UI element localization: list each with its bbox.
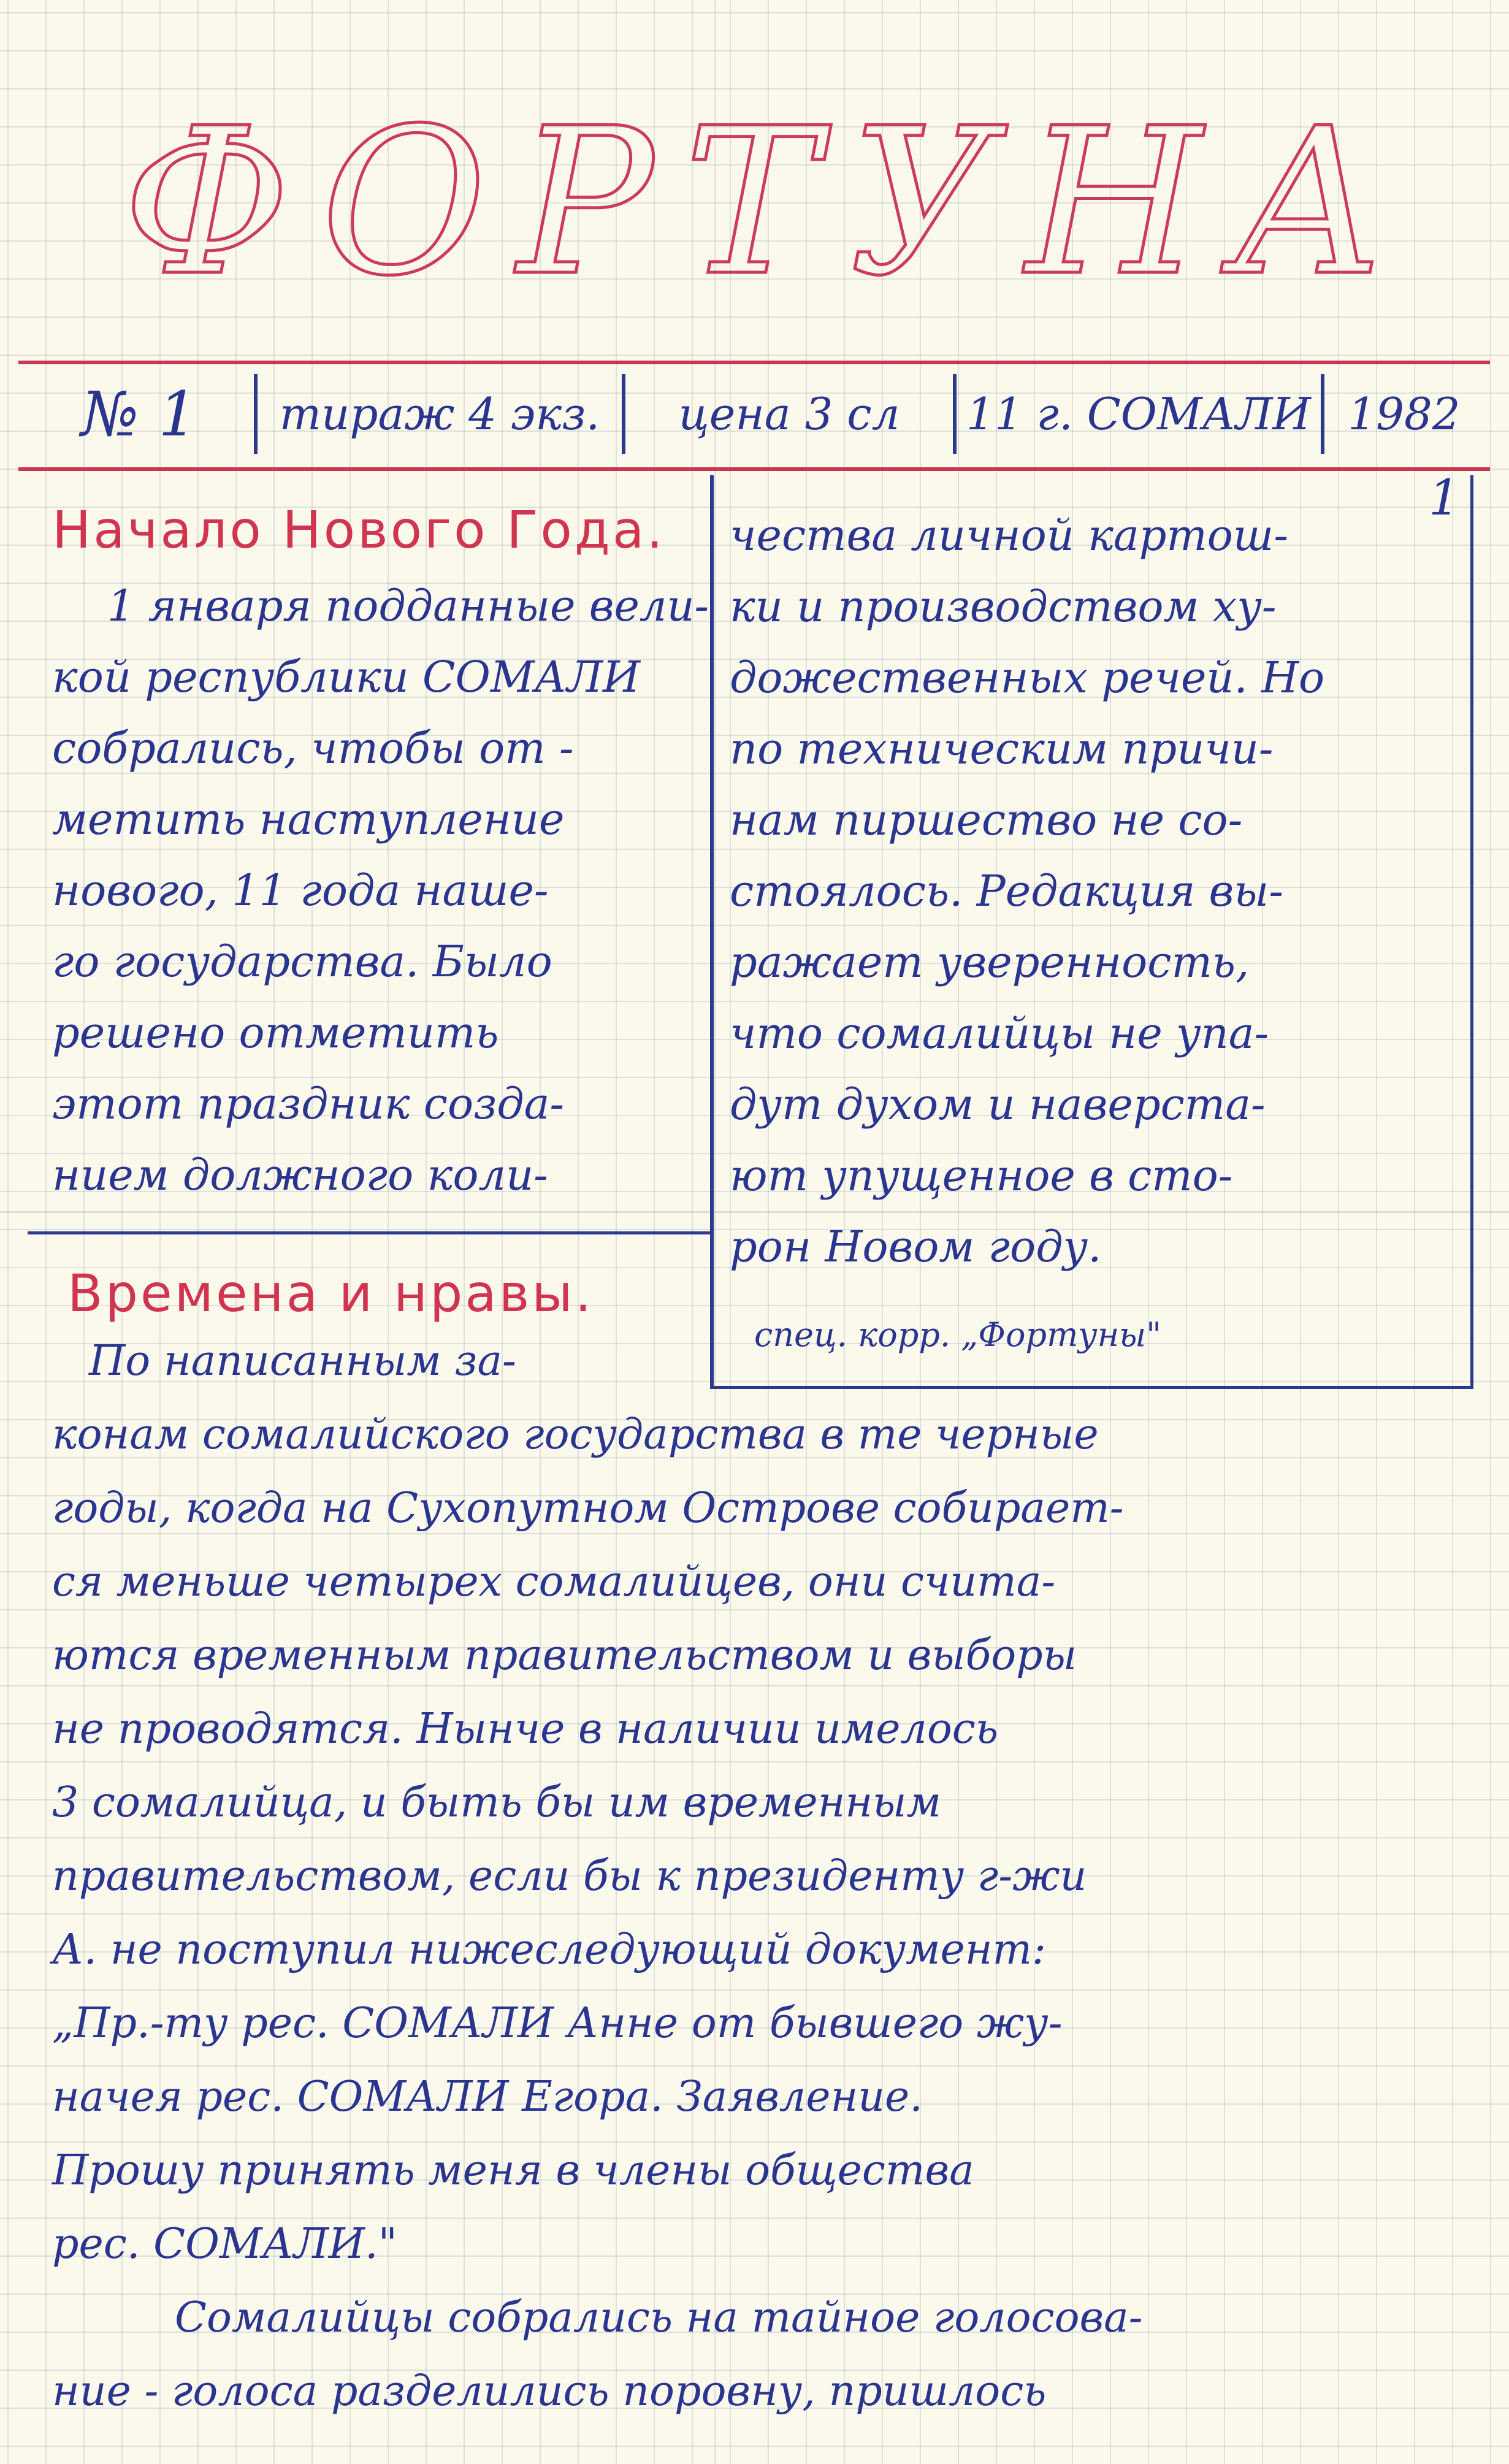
right-column-edge xyxy=(1470,475,1473,1389)
article-line: годы, когда на Сухопутном Острове собирает- xyxy=(52,1484,1124,1532)
article-line: чества личной картош- xyxy=(730,510,1288,561)
article-line: ние - голоса разделились поровну, пришлось xyxy=(52,2367,1047,2416)
price: цена 3 сл xyxy=(625,374,957,454)
issue-number: № 1 xyxy=(25,374,258,454)
article-line: этот праздник созда- xyxy=(52,1079,565,1129)
article-line: рон Новом году. xyxy=(730,1222,1102,1272)
article-line: метить наступление xyxy=(52,794,565,844)
article2-title: Времена и нравы. xyxy=(67,1263,594,1323)
article-line: что сомалийцы не упа- xyxy=(730,1008,1269,1058)
article-line: ют упущенное в сто- xyxy=(730,1150,1233,1201)
article-line: стоялось. Редакция вы- xyxy=(730,866,1283,916)
article-line: „Пр.-ту рес. СОМАЛИ Анне от бывшего жу- xyxy=(52,1999,1063,2048)
article-line: кой республики СОМАЛИ xyxy=(52,652,641,702)
article-line: ся меньше четырех сомалийцев, они счита- xyxy=(52,1558,1056,1606)
left-column-divider xyxy=(28,1231,712,1234)
page-number: 1 xyxy=(1429,469,1460,526)
article-line: 1 января подданные вели- xyxy=(107,581,709,631)
article-line: правительством, если бы к президенту г-жи xyxy=(52,1852,1087,1900)
article-line: начея рес. СОМАЛИ Егора. Заявление. xyxy=(52,2073,923,2121)
article-line: решено отметить xyxy=(52,1008,499,1058)
info-divider-line xyxy=(18,467,1490,471)
masthead-letter: Р xyxy=(517,85,654,320)
article-line: дожественных речей. Но xyxy=(730,652,1325,703)
article-line: го государства. Было xyxy=(52,936,552,987)
issue-info-row xyxy=(25,365,1484,463)
masthead-letter: У xyxy=(849,85,996,320)
article1-left-column xyxy=(52,570,709,1211)
article-line: нием должного коли- xyxy=(52,1150,548,1200)
masthead-letter: О xyxy=(321,85,487,320)
top-divider-line xyxy=(18,361,1490,364)
article-line: конам сомалийского государства в те черные xyxy=(52,1410,1099,1459)
masthead-letter: Ф xyxy=(123,85,291,320)
article-line: А. не поступил нижеследующий документ: xyxy=(52,1926,1046,1974)
article-line: 3 сомалийца, и быть бы им временным xyxy=(52,1778,941,1827)
article-line: Сомалийцы собрались на тайное голосова- xyxy=(175,2294,1143,2342)
article-line: нового, 11 года наше- xyxy=(52,865,549,916)
article-line: не проводятся. Нынче в наличии имелось xyxy=(52,1705,998,1753)
article-line: По написанным за- xyxy=(89,1337,516,1385)
article-line: нам пиршество не со- xyxy=(730,795,1243,845)
year: 1982 xyxy=(1348,388,1461,440)
article-line: рес. СОМАЛИ." xyxy=(52,2220,397,2268)
article-line: Прошу принять меня в члены общества xyxy=(52,2146,974,2195)
column-divider xyxy=(710,475,714,1389)
article-line: ражает уверенность, xyxy=(730,937,1250,987)
article-line: дут духом и наверста- xyxy=(730,1079,1266,1130)
masthead-letter: Н xyxy=(1025,85,1202,320)
masthead-letter: А xyxy=(1232,85,1386,320)
masthead-title xyxy=(123,85,1386,320)
article1-title: Начало Нового Года. xyxy=(52,500,666,560)
article-line: по техническим причи- xyxy=(730,724,1274,774)
circulation: тираж 4 экз. xyxy=(258,374,625,454)
article1-signature: спец. корр. „Фортуны" xyxy=(754,1315,1162,1354)
article-line: ются временным правительством и выборы xyxy=(52,1631,1077,1680)
article-line: собрались, чтобы от - xyxy=(52,723,574,773)
article-line: ки и производством ху- xyxy=(730,581,1277,632)
article1-right-column xyxy=(730,500,1324,1282)
masthead-letter: Т xyxy=(684,85,819,320)
place-date: 11 г. СОМАЛИ xyxy=(957,374,1324,454)
article2-body xyxy=(52,1325,1143,2428)
